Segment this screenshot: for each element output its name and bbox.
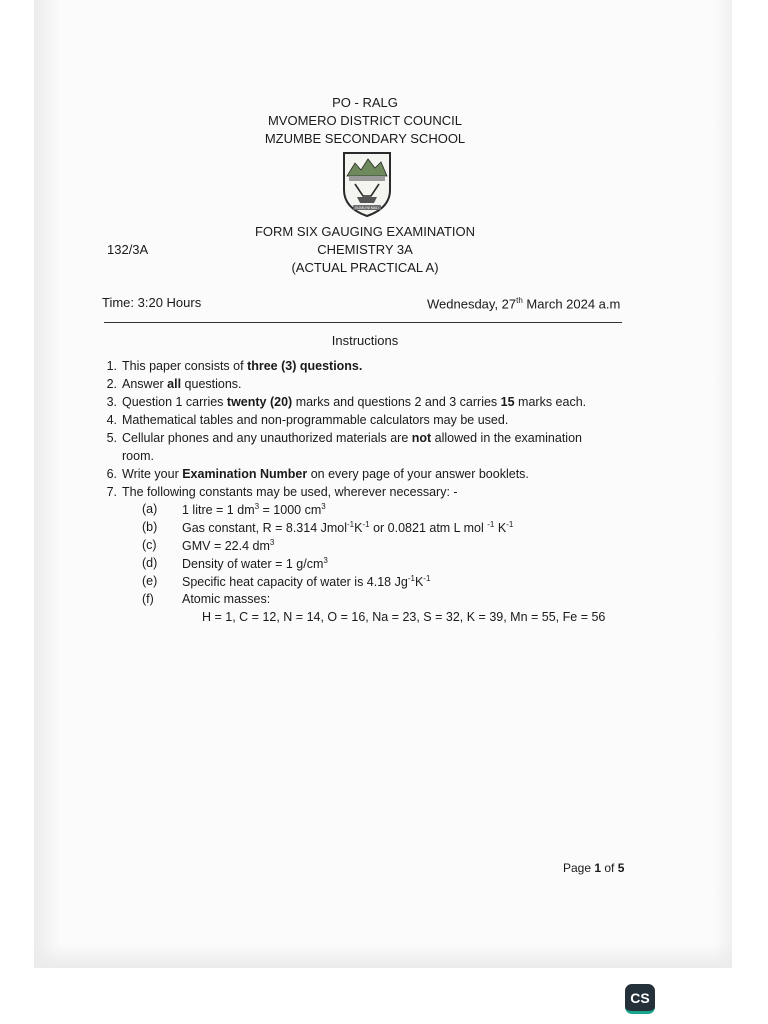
header-divider xyxy=(104,322,622,323)
bold-text: 15 xyxy=(500,395,515,409)
text-run: 1 litre = 1 dm xyxy=(182,503,255,518)
text-run: GMV = 22.4 dm xyxy=(182,539,270,554)
constant-text xyxy=(182,502,326,517)
text-run: Specific heat capacity of water is 4.18 Jg xyxy=(182,575,408,590)
text-run: Write your xyxy=(122,467,183,481)
text-run: Cellular phones and any unauthorized materials are xyxy=(122,431,412,445)
instruction-text xyxy=(122,449,154,463)
text-run: Gas constant, R = 8.314 Jmol xyxy=(182,521,348,536)
header-line-1: PO - RALG xyxy=(332,95,398,110)
instruction-number: 6. xyxy=(106,467,117,481)
text-run: K xyxy=(414,575,424,590)
constant-text xyxy=(182,538,274,553)
superscript: -1 xyxy=(347,520,355,529)
text-run: room. xyxy=(122,449,154,463)
exam-date: Wednesday, 27th March 2024 a.m xyxy=(427,296,621,312)
instruction-text xyxy=(122,359,362,373)
text-run: K xyxy=(354,521,363,536)
constant-text xyxy=(182,520,513,535)
constant-label: (e) xyxy=(142,574,158,588)
superscript: -1 xyxy=(423,574,431,583)
instructions-title: Instructions xyxy=(331,333,399,348)
instruction-text xyxy=(122,467,529,481)
crest-motto: ELIMU NI MALI xyxy=(355,206,379,210)
instruction-number: 2. xyxy=(106,377,117,391)
bold-text: twenty (20) xyxy=(226,395,293,409)
constant-label: (c) xyxy=(142,538,157,552)
bold-text: all xyxy=(167,377,182,391)
bold-text: not xyxy=(411,431,432,445)
text-run: K xyxy=(494,521,507,536)
text-run: Atomic masses: xyxy=(182,592,271,606)
bold-text: Examination Number xyxy=(182,467,308,481)
paper-title: (ACTUAL PRACTICAL A) xyxy=(291,260,439,275)
text-run: on every page of your answer booklets. xyxy=(307,467,529,481)
text-run: Density of water = 1 g/cm xyxy=(182,557,324,572)
superscript: -1 xyxy=(506,520,514,529)
constant-label: (b) xyxy=(142,520,158,534)
text-run: Question 1 carries xyxy=(122,395,227,409)
camscanner-logo: CS xyxy=(625,984,655,1014)
text-run: The following constants may be used, wherever necessary: - xyxy=(122,485,458,499)
text-run: This paper consists of xyxy=(122,359,248,373)
text-run: Answer xyxy=(122,377,168,391)
constant-text xyxy=(182,556,328,571)
superscript: -1 xyxy=(362,520,370,529)
instruction-text xyxy=(122,395,586,409)
text-run: H = 1, C = 12, N = 14, O = 16, Na = 23, S = 32, K = 39, Mn = 55, Fe = 56 xyxy=(202,610,606,624)
text-run: or 0.0821 atm L mol xyxy=(369,521,488,536)
instruction-text xyxy=(122,413,508,427)
instruction-number: 7. xyxy=(106,485,117,499)
paper-code: 132/3A xyxy=(107,242,149,257)
instruction-number: 4. xyxy=(106,413,117,427)
instruction-text xyxy=(122,377,242,391)
instruction-number: 3. xyxy=(106,395,117,409)
header-school: MZUMBE SECONDARY SCHOOL xyxy=(264,131,466,146)
superscript: 3 xyxy=(323,556,328,565)
superscript: 3 xyxy=(269,538,275,547)
page-shadow-bottom xyxy=(34,944,732,968)
instruction-number: 5. xyxy=(106,431,117,445)
superscript: -1 xyxy=(407,574,415,583)
superscript: -1 xyxy=(487,520,495,529)
text-run: questions. xyxy=(181,377,242,391)
constant-text xyxy=(182,574,430,589)
page-number: Page 1 of 5 xyxy=(563,861,625,875)
instruction-text xyxy=(122,485,458,499)
text-run: allowed in the examination xyxy=(431,431,582,445)
text-run: marks each. xyxy=(514,395,587,409)
instruction-text xyxy=(122,431,582,445)
constant-label: (a) xyxy=(142,502,158,516)
constant-label: (d) xyxy=(142,556,158,570)
superscript: 3 xyxy=(254,502,260,511)
constant-label: (f) xyxy=(142,592,154,606)
text-run: Mathematical tables and non-programmable calculators may be used. xyxy=(122,413,509,427)
school-crest xyxy=(341,150,393,218)
superscript: 3 xyxy=(321,502,326,511)
bold-text: three (3) questions. xyxy=(247,359,363,373)
text-run: marks and questions 2 and 3 carries xyxy=(292,395,501,409)
atomic-masses-list xyxy=(202,610,605,624)
exam-duration: Time: 3:20 Hours xyxy=(102,295,202,310)
subject-title: CHEMISTRY 3A xyxy=(317,242,413,257)
exam-title: FORM SIX GAUGING EXAMINATION xyxy=(254,224,476,239)
header-council: MVOMERO DISTRICT COUNCIL xyxy=(267,113,463,128)
instruction-number: 1. xyxy=(106,359,117,373)
text-run: = 1000 cm xyxy=(259,503,322,518)
constant-text xyxy=(182,592,270,606)
